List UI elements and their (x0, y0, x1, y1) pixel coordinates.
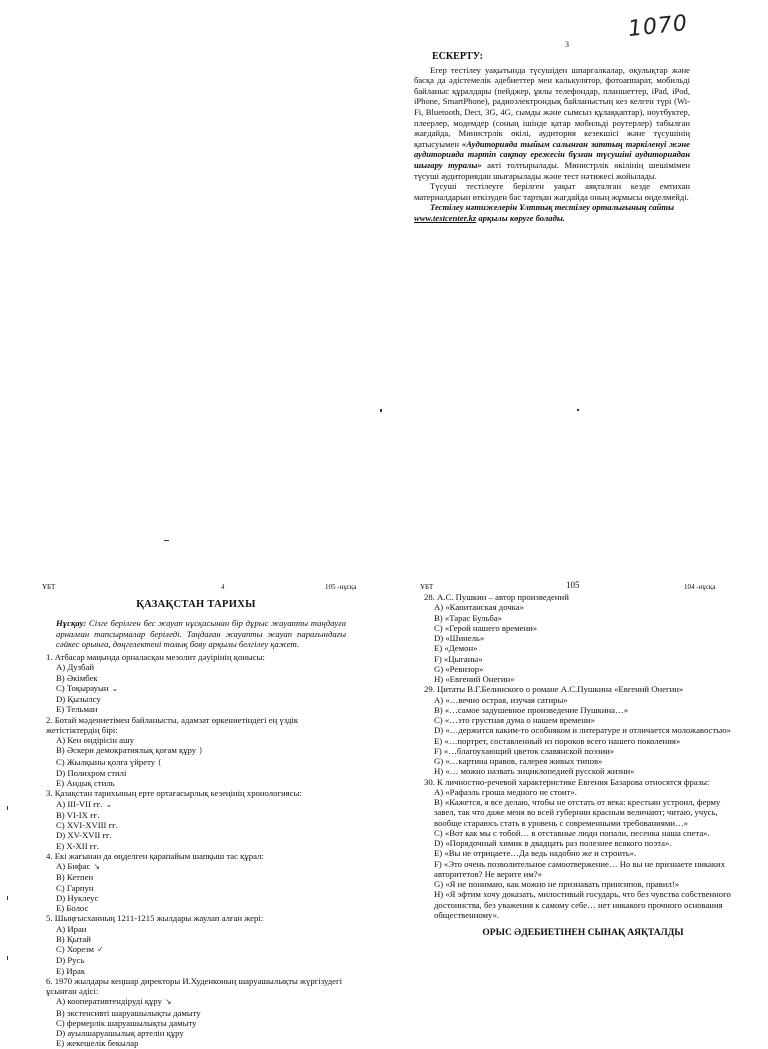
answer-option: G) «…картина нравов, галерея живых типов» (434, 756, 603, 766)
answer-option: C) Хорезм ✓ (56, 944, 104, 955)
answer-option: E) «Демон» (434, 643, 478, 654)
question: 30. К личностно-речевой характеристике Евгения Базарова относятся фразы: (424, 776, 710, 787)
answer-option: D) Русь (56, 955, 85, 966)
right-header-page: 105 (566, 580, 580, 590)
answer-option: C) Гарпун (56, 882, 94, 893)
answer-option: D) «Шинель» (434, 633, 485, 643)
answer-option: A) «Рафаэль гроша медного не стоит». (434, 786, 577, 797)
answer-option: H) «Евгений Онегин» (434, 674, 515, 684)
notice-paragraph-1: Егер тестілеу уақытында түсушіден шпаргалкалар, оқулықтар және басқа да әдістемелік әдебиеттер мен калькулятор, фотоаппарат, мобильді байланыс құралдары (пейджер, ұялы телефондар, планшеттер, iPad, iPod, iPhone, SmartPhone), радиоэлектрондық байланыстың кез келген түрі (Wi-Fi, Bluetooth, Dect, 3G, 4G, сымды және сымсыз құлаққаптар), ноутбуктер, плеерлер, модемдер (соның ішінде қатар мобильді роутерлер) табылған жағдайда, Министрлік өкілі, аудитория кезекшісі және түсушінің қатысуымен «Аудиторияда тыйым салынған заттың тәркіленуі және аудиторияда тәртіп сақтау ережесін бұзған түсушіні аудиториядан шығару туралы» акті толтырылады. Министрлік өкілінің шешімімен түсуші аудиториядан шығарылады және тест нәтижесі жойылады. (414, 64, 691, 181)
handwritten-mark: ⌄ (105, 799, 113, 809)
question: 5. Шыңғысханның 1211-1215 жылдары жаулап алған жері: (46, 913, 264, 924)
section-title: ҚАЗАҚСТАН ТАРИХЫ (136, 599, 256, 610)
answer-option: G) «Я не понимаю, как можно не признавать принсипов, правил!» (434, 879, 680, 889)
answer-option: D) ауылшаруашылық артелін құру (56, 1028, 184, 1039)
answer-option: E) жекешелік бекылар (56, 1038, 139, 1049)
left-header-label: ҰБТ (42, 583, 56, 591)
question: 4. Екі жағынан да өңделген қарапайым шапқыш тас құрал: (46, 850, 264, 861)
question: 6. 1970 жылдары кеңшар директоры И.Худенконың шаруашылықты жүргізудегі ұсынған әдісі: (46, 975, 343, 997)
answer-option: B) Әскери демократиялық қоғам құру ) (56, 745, 203, 756)
answer-option: A) «Капитанская дочка» (434, 602, 524, 613)
section-end-title: ОРЫС ӘДЕБИЕТІНЕН СЫНАҚ АЯҚТАЛДЫ (482, 928, 684, 938)
notice-block (414, 52, 690, 224)
left-header-page: 4 (221, 583, 225, 591)
scan-speck (164, 540, 169, 541)
handwritten-mark: ↘ (164, 997, 172, 1007)
scan-speck (7, 806, 8, 810)
answer-option: D) Нуклеус (56, 892, 99, 903)
answer-option: E) Андық стиль (56, 778, 115, 789)
answer-option: G) «Ревизор» (434, 663, 484, 674)
answer-option: A) Иран (56, 923, 87, 934)
question: 28. А.С. Пушкин – автор произведений (424, 592, 569, 602)
answer-option: D) Қызылсу (56, 694, 101, 705)
answer-option: A) Кен өндірісін ашу (56, 735, 135, 746)
answer-option: D) «Порядочный химик в двадцать раз полезнее всякого поэта». (434, 838, 672, 848)
answer-option: B) VI-IX ғғ. (56, 809, 100, 820)
question: 1. Атбасар маңында орналасқан мезолит дәуірінің қонысы: (46, 652, 265, 663)
instruction: Нұсқау: Сізге берілген бес жауап нұсқасынан бір дұрыс жауапты таңдауға арналған тапсырмалар беріледі. Таңдаған жауапты жауап парағындағы сәйкес орынға, дөңгелектені толық бояу арқылы белгілеу қажет. (56, 618, 346, 650)
answer-option: E) X-XII ғғ. (56, 840, 100, 851)
answer-option: C) «…это грустная дума о нашем времени» (434, 715, 595, 725)
answer-option: F) «Это очень позволительное самоотвержение… Но вы не признаете никаких авторитетов? Не верите им?» (434, 858, 726, 879)
answer-option: D) «…держится каким-то особняком и литературе и отличается моложавостью» (434, 725, 731, 736)
answer-option: B) «Тарас Бульба» (434, 612, 503, 623)
answer-option: C) Тоқырауын ⌄ (56, 682, 119, 693)
answer-option: B) «Кажется, я все делаю, чтобы не отстать от века: крестьян устроил, ферму завел, так что даже меня во всей губернии красным величают; читаю, учусь, вообще стараюсь стать в уровень с современными требованиями…» (434, 797, 721, 828)
answer-option: F) «Цыганы» (434, 653, 483, 664)
answer-option: A) Бифас ↘ (56, 861, 101, 872)
answer-option: B) «…самое задушевное произведение Пушкина…» (434, 704, 629, 715)
handwritten-mark: ⌄ (111, 683, 119, 693)
scan-speck (380, 409, 382, 412)
handwritten-mark: ( (158, 757, 162, 767)
handwritten-mark: ) (199, 746, 203, 756)
right-header-variant: 104 -нұсқа (684, 583, 716, 591)
answer-option: C) «Герой нашего времени» (434, 622, 538, 633)
scan-speck (577, 409, 579, 411)
answer-option: C) фермерлік шаруашылықты дамыту (56, 1017, 197, 1028)
answer-option: E) Ирак (56, 965, 86, 976)
testcenter-link[interactable]: www.testcenter.kz (414, 212, 477, 223)
right-column (424, 592, 742, 938)
answer-option: B) Кетпен (56, 872, 94, 883)
answer-option: C) Жылқыны қолға үйрету ( (56, 756, 162, 767)
right-header-label: ҰБТ (420, 583, 434, 591)
question: 29. Цитаты В.Г.Белинского о романе А.С.Пушкина «Евгений Онегин» (424, 684, 684, 695)
notice-title: ЕСКЕРТУ: (432, 51, 484, 62)
scan-speck (7, 956, 8, 960)
answer-option: D) Полихром стилі (56, 767, 127, 778)
top-page-number: 3 (565, 40, 569, 49)
handwritten-mark: ✓ (97, 945, 104, 955)
question: 2. Ботай мәдениетімен байланысты, адамзат өркениетіндегі ең үздік жетістіктердің бірі: (46, 714, 299, 735)
answer-option: C) XVI-XVIII ғғ. (56, 820, 118, 831)
left-column (46, 592, 346, 1049)
answer-option: H) «… можно назвать энциклопедией русской жизни» (434, 766, 635, 777)
answer-option: B) Әкімбек (56, 672, 98, 683)
notice-paragraph-3: Тестілеу нәтижелерін Ұлттық тестілеу орталығының сайты www.testcenter.kz арқылы көруге болады. (414, 202, 675, 223)
answer-option: E) Болос (56, 903, 89, 914)
notice-paragraph-2: Түсуші тестілеуге берілген уақыт аяқталған кезде емтихан материалдарын өткізуден бас тартқан жағдайда оның жұмысы өңделмейді. (414, 181, 690, 202)
answer-option: B) Қытай (56, 933, 91, 944)
left-header-variant: 105 -нұсқа (325, 583, 357, 591)
handwritten-mark: ↘ (93, 862, 101, 872)
scan-speck (7, 896, 8, 900)
question: 3. Қазақстан тарихының ерте ортағасырлық кезеңінің хронологиясы: (46, 788, 302, 799)
answer-option: A) кооперативтендіруді құру ↘ (56, 996, 172, 1007)
answer-option: E) «…портрет, составленный из пороков всего нашего поколения» (434, 735, 681, 746)
answer-option: A) III-VII ғғ. ⌄ (56, 798, 113, 809)
answer-option: F) «…благоухающий цветок славянской поэзии» (434, 745, 615, 756)
answer-option: A) Дузбай (56, 662, 94, 673)
answer-option: D) XV-XVII ғғ. (56, 830, 112, 841)
answer-option: B) экстенсивті шаруашылықты дамыту (56, 1007, 201, 1018)
handwritten-page-number: 1070 (626, 10, 690, 43)
answer-option: A) «…вечно острая, изучая сатиры» (434, 694, 568, 705)
answer-option: H) «Я эфтим хочу доказать, милостивый государь, что без чувства собственного достоинства, без уважения к самому себе… нет никакого прочного основания общественному». (434, 889, 731, 920)
answer-option: E) Тельман (56, 704, 98, 715)
answer-option: E) «Вы не отрицаете…Да ведь надобно же и строить». (434, 848, 637, 859)
notice-emphasis: «Аудиторияда тыйым салынған заттың тәркіленуі және аудиторияда тәртіп сақтау ережесін бұзған түсушіні аудиториядан шығару туралы» (414, 138, 690, 170)
answer-option: C) «Вот как мы с тобой… в отставные люди попали, песенка наша спета». (434, 827, 710, 838)
